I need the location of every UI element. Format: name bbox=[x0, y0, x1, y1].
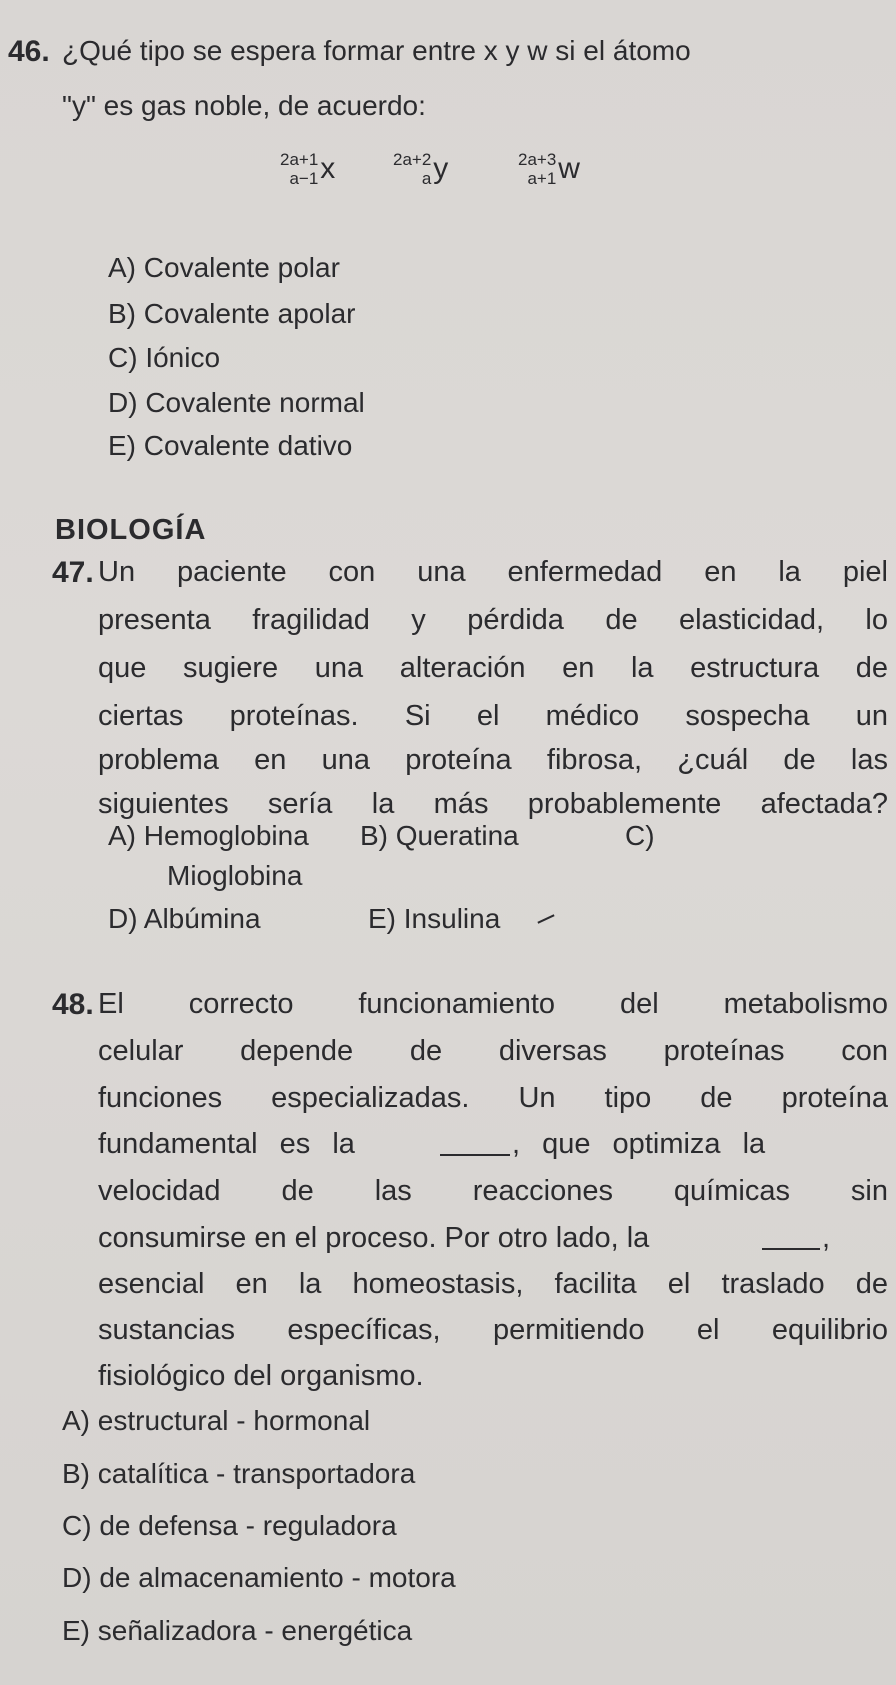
question-47-option-c-text: Mioglobina bbox=[167, 860, 303, 891]
question-47-text-line2: presenta fragilidad y pérdida de elasticidad, lo bbox=[98, 604, 888, 636]
nuclide-w-mass: 2a+3 bbox=[518, 150, 557, 169]
nuclide-w-symbol: w bbox=[558, 152, 580, 185]
question-46-option-b[interactable]: B) Covalente apolar bbox=[108, 298, 356, 329]
question-48-option-c[interactable]: C) de defensa - reguladora bbox=[62, 1510, 397, 1541]
question-46-option-a[interactable]: A) Covalente polar bbox=[108, 252, 340, 283]
question-48-option-e[interactable]: E) señalizadora - energética bbox=[62, 1615, 413, 1646]
question-47-text-line6: siguientes sería la más probablemente afectada? bbox=[98, 788, 888, 820]
question-48-text-line5: velocidad de las reacciones químicas sin bbox=[98, 1175, 888, 1207]
question-46-text-line2: "y" es gas noble, de acuerdo: bbox=[62, 90, 426, 121]
question-48-option-b[interactable]: B) catalítica - transportadora bbox=[62, 1458, 416, 1489]
nuclide-w-atomic: a+1 bbox=[527, 169, 557, 188]
question-48-text-line4-end: , que optimiza la bbox=[512, 1128, 766, 1160]
question-48-text-line6-end: , bbox=[822, 1222, 831, 1254]
question-48-text-line3: funciones especializadas. Un tipo de proteína bbox=[98, 1082, 888, 1114]
question-48-text-line9: fisiológico del organismo. bbox=[98, 1360, 424, 1392]
fill-in-blank-2[interactable] bbox=[762, 1228, 820, 1250]
question-47-number: 47. bbox=[52, 556, 94, 589]
nuclide-x-atomic: a−1 bbox=[289, 169, 319, 188]
question-48-number: 48. bbox=[52, 988, 94, 1021]
question-47-option-b[interactable]: B) Queratina bbox=[360, 820, 519, 851]
question-47-option-d[interactable]: D) Albúmina bbox=[108, 903, 261, 934]
question-48-text-line1: El correcto funcionamiento del metabolismo bbox=[98, 988, 888, 1020]
nuclide-y-symbol: y bbox=[433, 152, 449, 185]
question-47-option-a[interactable]: A) Hemoglobina bbox=[108, 820, 309, 851]
question-47-text-line1: Un paciente con una enfermedad en la piel bbox=[98, 556, 888, 588]
fill-in-blank-1[interactable] bbox=[440, 1134, 510, 1156]
question-48-option-a[interactable]: A) estructural - hormonal bbox=[62, 1405, 371, 1436]
question-48-text-line6-start: consumirse en el proceso. Por otro lado, la bbox=[98, 1222, 650, 1254]
section-title: BIOLOGÍA bbox=[55, 514, 207, 546]
question-47-text-line4: ciertas proteínas. Si el médico sospecha un bbox=[98, 700, 888, 732]
nuclide-y-atomic: a bbox=[421, 169, 432, 188]
nuclide-x-mass: 2a+1 bbox=[280, 150, 319, 169]
question-48-text-line8: sustancias específicas, permitiendo el equilibrio bbox=[98, 1314, 888, 1346]
question-46-option-e[interactable]: E) Covalente dativo bbox=[108, 430, 353, 461]
question-47-option-c[interactable]: C) bbox=[625, 820, 655, 851]
question-46-option-c[interactable]: C) Iónico bbox=[108, 342, 221, 373]
nuclide-y-mass: 2a+2 bbox=[393, 150, 432, 169]
question-46-option-d[interactable]: D) Covalente normal bbox=[108, 387, 365, 418]
question-48-text-line7: esencial en la homeostasis, facilita el traslado de bbox=[98, 1268, 888, 1300]
question-46-text-line1: ¿Qué tipo se espera formar entre x y w si el átomo bbox=[62, 35, 691, 66]
question-47-option-e[interactable]: E) Insulina bbox=[368, 903, 501, 934]
nuclide-x bbox=[280, 150, 335, 188]
question-48-text-line4-start: fundamental es la bbox=[98, 1128, 355, 1160]
question-47-text-line5: problema en una proteína fibrosa, ¿cuál de las bbox=[98, 744, 888, 776]
nuclide-w bbox=[518, 150, 580, 188]
question-46-number: 46. bbox=[8, 35, 50, 68]
question-48-text-line2: celular depende de diversas proteínas con bbox=[98, 1035, 888, 1067]
nuclide-y bbox=[393, 150, 448, 188]
pencil-mark bbox=[537, 914, 554, 923]
nuclide-x-symbol: x bbox=[320, 152, 336, 185]
question-47-text-line3: que sugiere una alteración en la estructura de bbox=[98, 652, 888, 684]
question-48-option-d[interactable]: D) de almacenamiento - motora bbox=[62, 1562, 456, 1593]
